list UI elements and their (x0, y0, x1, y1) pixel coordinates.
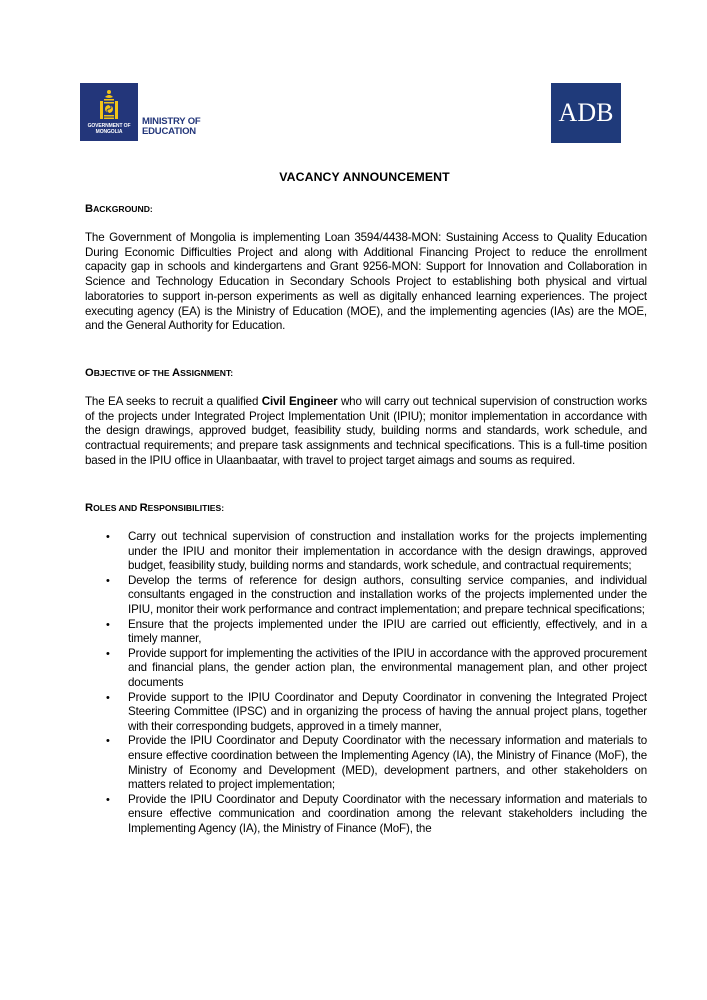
list-item (85, 647, 647, 691)
ministry-name-line-2: EDUCATION (142, 126, 196, 137)
bullet-icon: • (106, 618, 110, 631)
adb-logo (551, 83, 621, 143)
bullet-icon: • (106, 691, 110, 704)
soyombo-icon (99, 89, 119, 121)
list-item (85, 793, 647, 837)
gov-line-2: MONGOLIA (95, 129, 123, 135)
heading-cap: R (85, 502, 94, 514)
objective-paragraph (85, 395, 647, 469)
bullet-icon: • (106, 735, 110, 748)
list-item (85, 618, 647, 647)
bullet-icon: • (106, 574, 110, 587)
heading-cap: O (85, 367, 94, 379)
list-item (85, 530, 647, 574)
list-item-text: Provide support for implementing the activities of the IPIU in accordance with the approved procurement and financial plans, the gender action plan, the environmental management plan, and other project documents (128, 646, 647, 689)
ministry-name (142, 117, 201, 137)
government-of-mongolia-text (80, 123, 138, 135)
heading-rest: OLES AND (93, 503, 140, 513)
list-item-text: Develop the terms of reference for design authors, consulting service companies, and individual consultants engaged in the construction and installation works of the projects implemented under the IPIU, monitor their work performance and contract implementation; and prepare technical specifications; (128, 573, 647, 616)
objective-text-before: The EA seeks to recruit a qualified (85, 395, 262, 408)
background-paragraph: The Government of Mongolia is implementing Loan 3594/4438-MON: Sustaining Access to Quality Education During Economic Difficulties Project and along with Additional Financing Project to reduce the enrollment capacity gap in schools and kindergartens and Grant 9256-MON: Support for Innovation and Collaboration in Science and Technology Education in Secondary Schools Project to establishing both physical and virtual laboratories to support in-person experiments as well as digitally enhanced learning experiences. The project executing agency (EA) is the Ministry of Education (MOE), and the implementing agencies (IAs) are the MOE, and the General Authority for Education. (85, 231, 647, 333)
bullet-icon: • (106, 531, 110, 543)
position-title: Civil Engineer (261, 395, 338, 408)
bullet-icon: • (106, 647, 110, 660)
heading-rest: ESPONSIBILITIES: (147, 503, 225, 513)
list-item-text: Carry out technical supervision of construction and installation works for the projects implementing under the IPIU and monitor their implementation in accordance with the design drawings, approved budget, feasibility study, building norms and standards, work schedule, and contractual requirements; (128, 530, 647, 573)
government-of-mongolia-emblem (80, 83, 138, 141)
heading-cap: A (172, 367, 181, 379)
list-item (85, 691, 647, 735)
responsibilities-list (85, 530, 647, 836)
list-item-text: Provide the IPIU Coordinator and Deputy Coordinator with the necessary information and materials to ensure effective coordination between the Implementing Agency (IA), the Ministry of Finance (MoF), the Ministry of Economy and Development (MED), development partners, and other stakeholders on matters related to project implementation; (128, 734, 647, 792)
adb-logo-text: ADB (558, 98, 614, 127)
list-item-text: Provide support to the IPIU Coordinator and Deputy Coordinator in convening the Integrated Project Steering Committee (IPSC) and in organizing the process of having the annual project plans, together with their corresponding budgets, approved in a timely manner, (128, 690, 647, 733)
list-item (85, 574, 647, 618)
document-title-text: VACANCY ANNOUNCEMENT (279, 170, 450, 184)
ministry-of-education-logo (80, 83, 210, 141)
heading-rest: ACKGROUND: (93, 204, 153, 214)
gov-line-1: GOVERNMENT OF (87, 123, 131, 129)
document-title (0, 170, 707, 184)
heading-rest: SSIGNMENT: (180, 368, 234, 378)
heading-cap: R (139, 502, 148, 514)
bullet-icon: • (106, 793, 110, 806)
objective-heading (85, 367, 233, 379)
list-item-text: Provide the IPIU Coordinator and Deputy Coordinator with the necessary information and materials to ensure effective communication and coordination among the relevant stakeholders including the Implementing Agency (IA), the Ministry of Finance (MoF), the (128, 792, 647, 835)
list-item (85, 734, 647, 792)
objective-text-after: who will carry out technical supervision of construction works of the projects under Integrated Project Implementation Unit (IPIU); monitor implementation in accordance with the design drawings, approved budget, feasibility study, building norms and standards, work schedule, and contractual requirements; and prepare task assignments and technical specifications. This is a full-time position based in the IPIU office in Ulaanbaatar, with travel to project target aimags and soums as required. (85, 395, 647, 467)
list-item-text: Ensure that the projects implemented under the IPIU are carried out efficiently, effectively, and in a timely manner, (128, 617, 647, 646)
roles-heading (85, 502, 224, 514)
background-heading (85, 203, 153, 215)
heading-rest: BJECTIVE OF THE (93, 368, 173, 378)
heading-cap: B (85, 203, 94, 215)
ministry-name-line-1: MINISTRY OF (142, 116, 201, 127)
